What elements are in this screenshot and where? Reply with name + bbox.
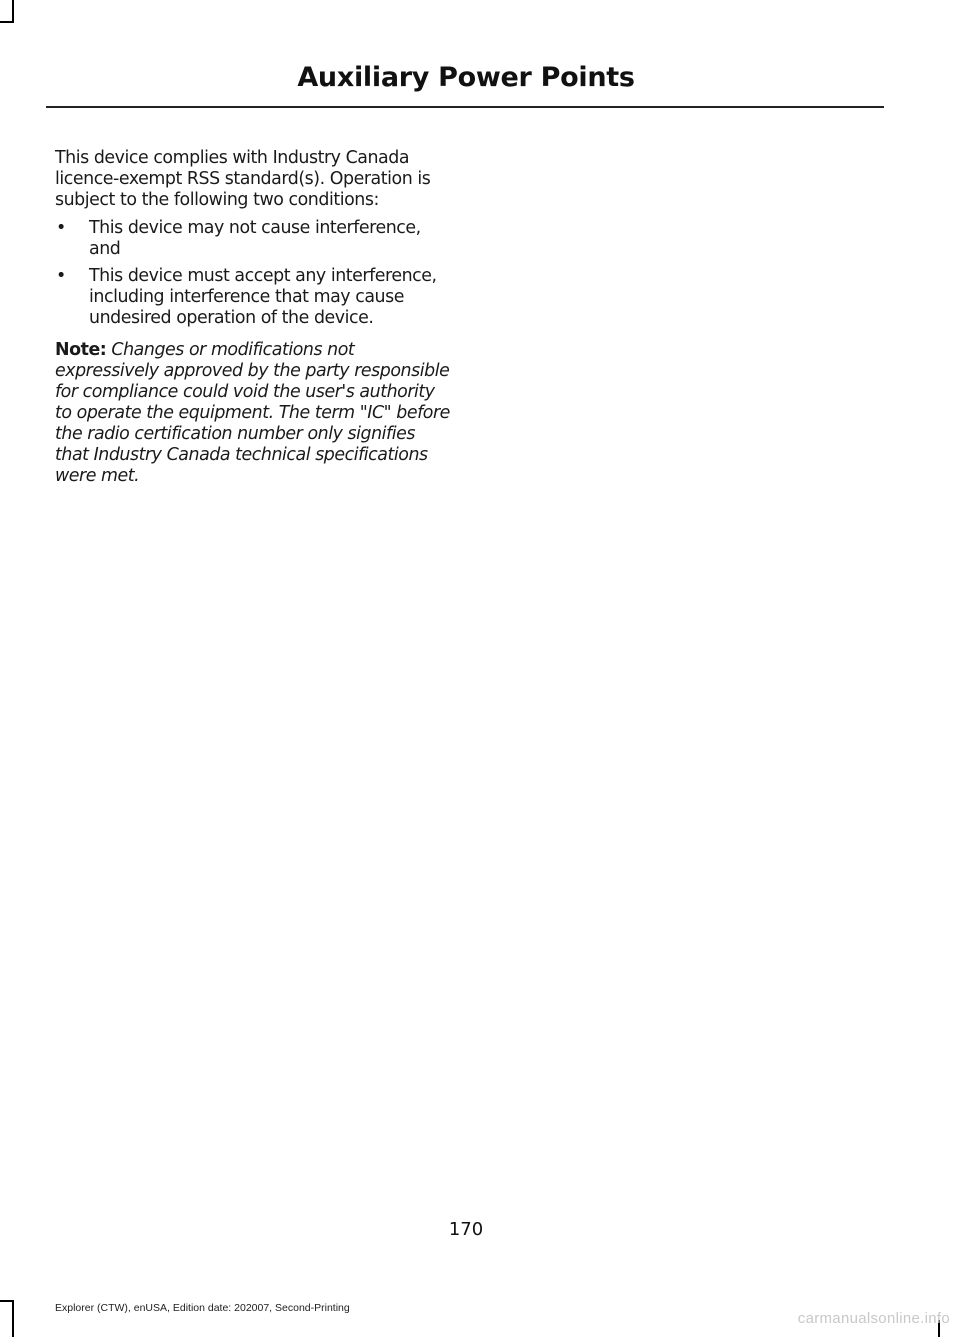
list-item-text: This device must accept any interference, including interference that may cause undesired operation of the device. <box>89 266 437 328</box>
header-divider <box>46 106 884 108</box>
bullet-glyph: • <box>56 218 66 238</box>
crop-mark-top-left-horizontal <box>0 21 14 23</box>
page-title: Auxiliary Power Points <box>297 62 635 93</box>
watermark-text: carmanualsonline.info <box>797 1310 950 1327</box>
page-number: 170 <box>448 1219 484 1240</box>
list-item <box>55 266 450 329</box>
bullet-glyph: • <box>56 266 66 286</box>
intro-paragraph: This device complies with Industry Canada licence-exempt RSS standard(s). Operation is subject to the following two conditions: <box>55 148 431 210</box>
crop-mark-top-left-vertical <box>12 0 14 22</box>
list-item-text: This device may not cause interference, and <box>89 218 421 259</box>
conditions-list <box>55 218 450 329</box>
list-item <box>55 218 450 260</box>
crop-mark-bottom-left-horizontal <box>0 1300 14 1302</box>
crop-mark-bottom-left-vertical <box>12 1300 14 1337</box>
main-content <box>55 148 450 487</box>
footer-edition-info: Explorer (CTW), enUSA, Edition date: 202007, Second-Printing <box>55 1302 350 1314</box>
note-label: Note: <box>55 340 107 360</box>
note-text: Changes or modifications not expressively approved by the party responsible for compliance could void the user's authority to operate the equipment. The term "IC" before the radio certification number only signifies that Industry Canada technical specifications were met. <box>55 340 450 486</box>
note-paragraph <box>55 340 450 487</box>
